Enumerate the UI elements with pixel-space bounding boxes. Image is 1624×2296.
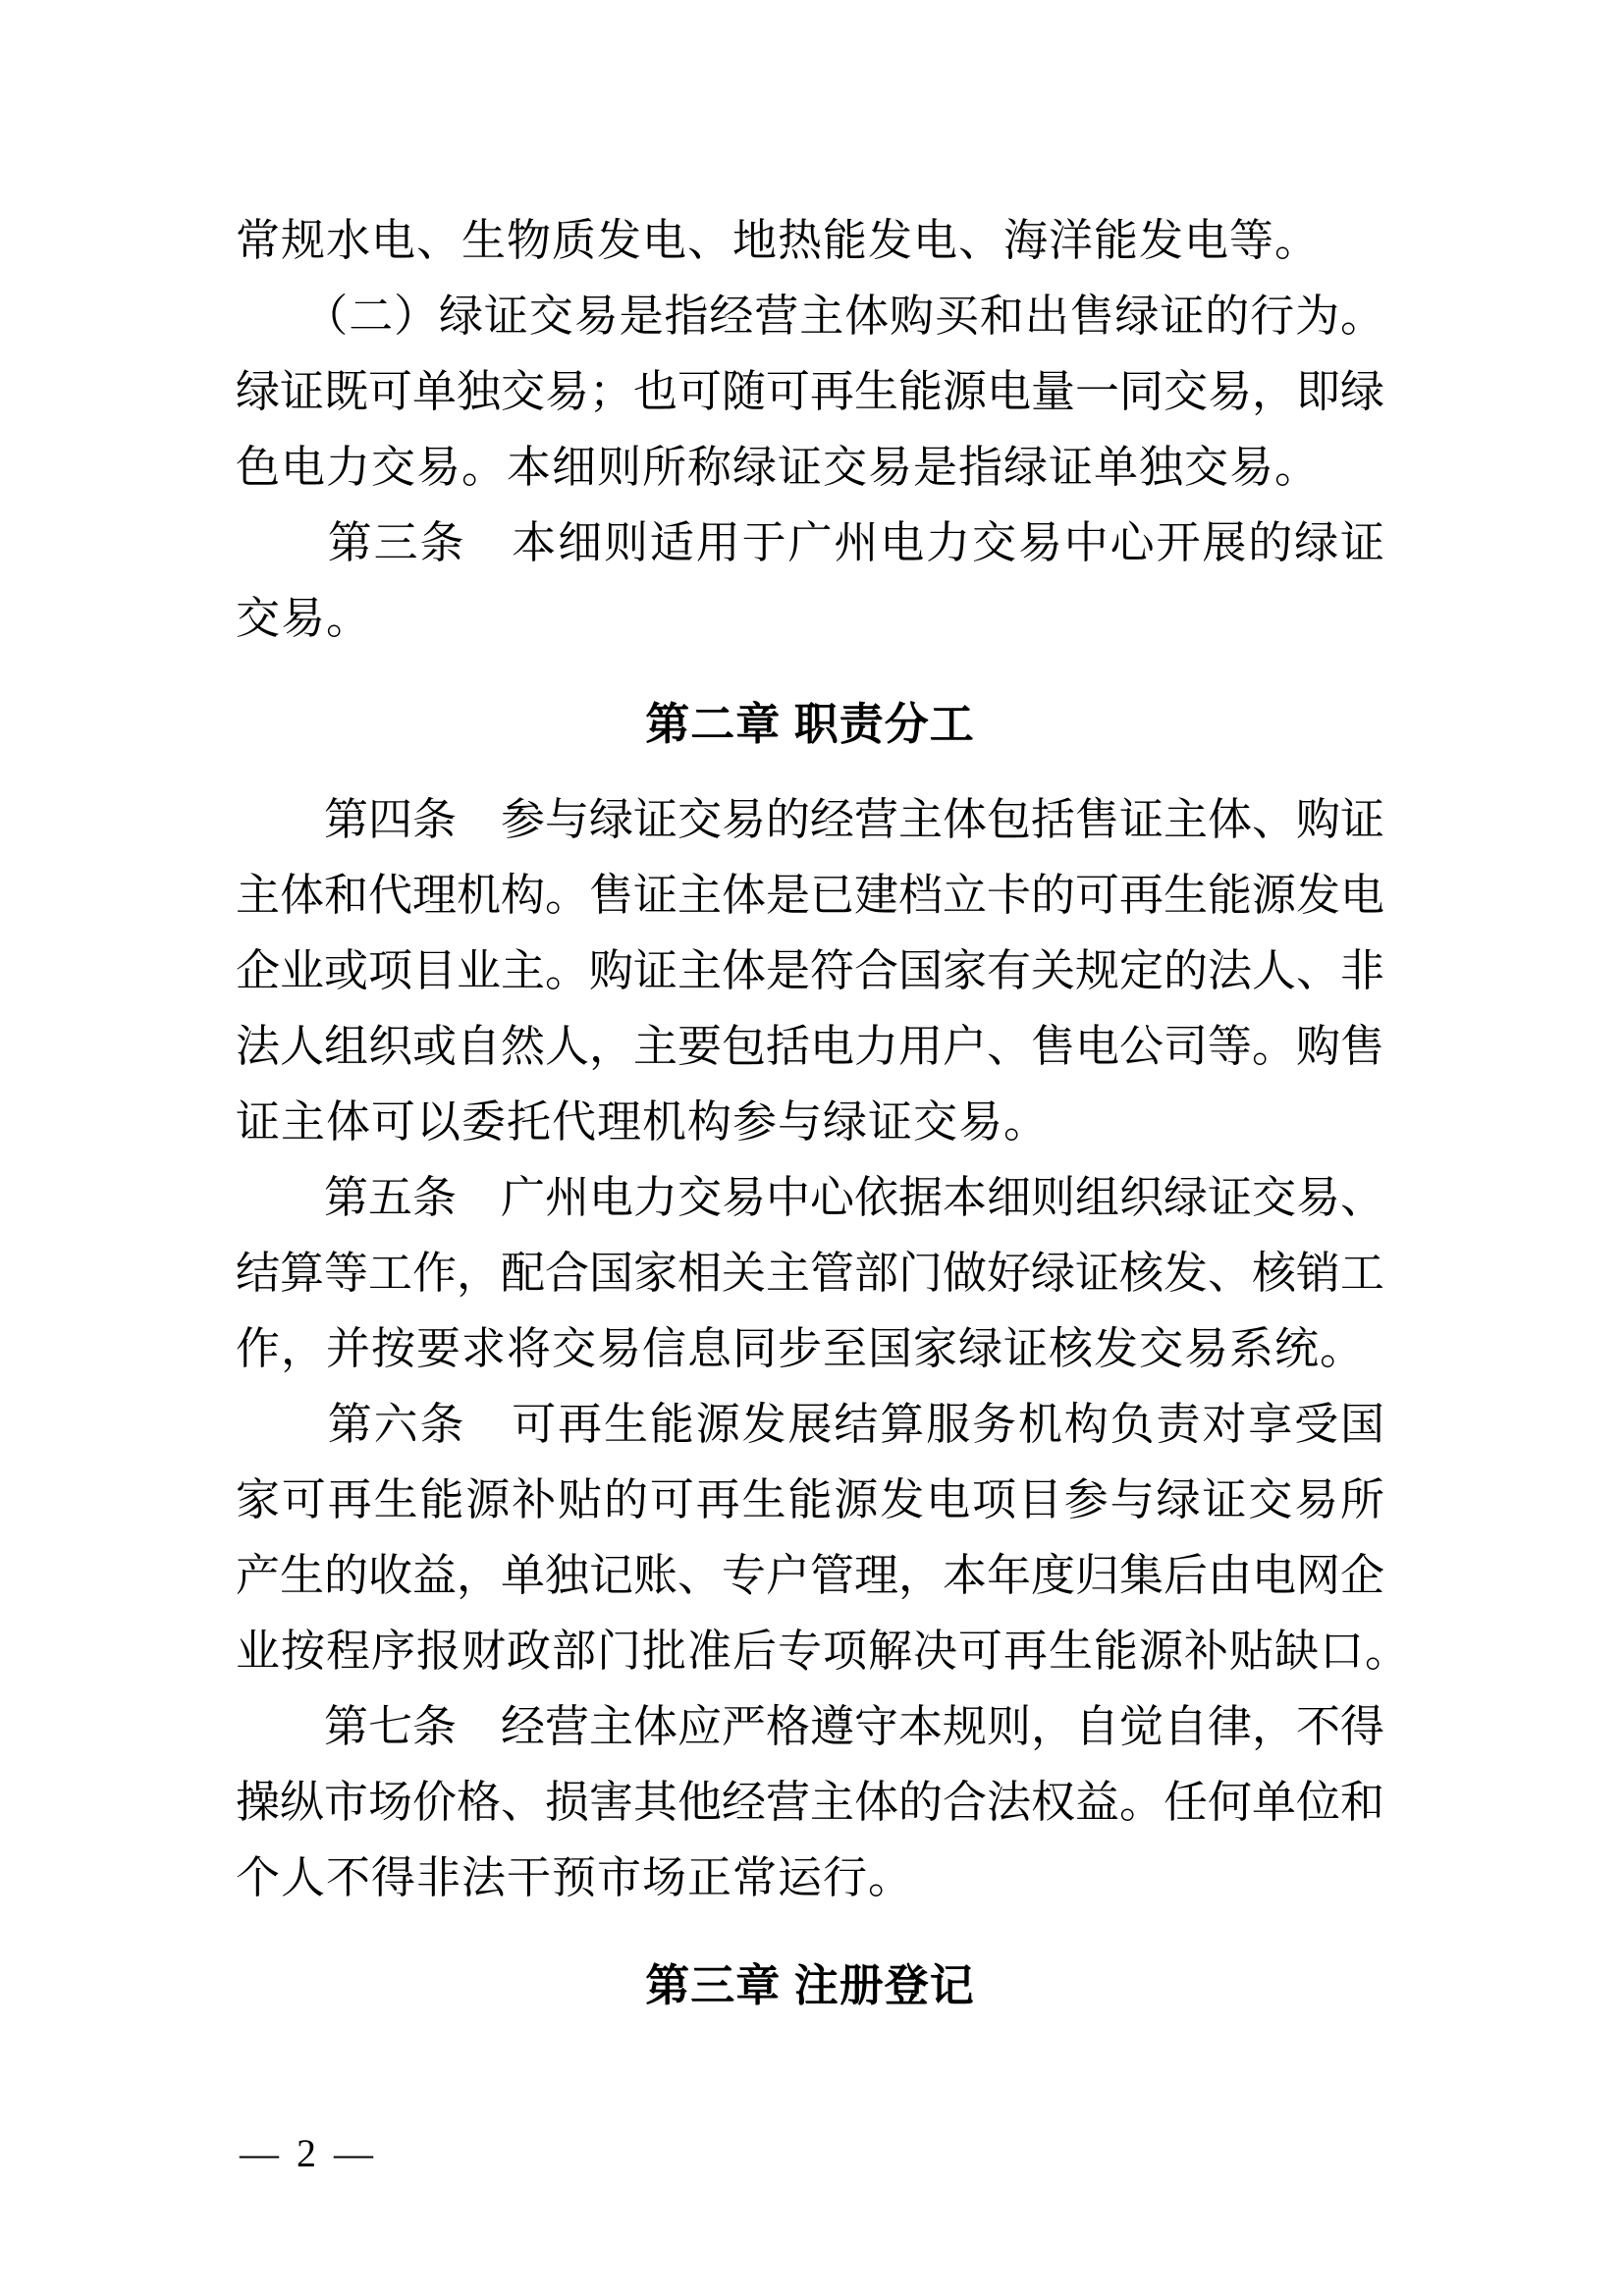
body-line: 第六条 可再生能源发展结算服务机构负责对享受国 (236, 1400, 1384, 1449)
paragraph (236, 1689, 1384, 1916)
body-line: 证主体可以委托代理机构参与绿证交易。 (236, 1097, 1050, 1147)
body-line: 第三条 本细则适用于广州电力交易中心开展的绿证 (236, 518, 1384, 567)
chapter-heading: 第二章 职责分工 (645, 699, 975, 749)
chapter-heading: 第三章 注册登记 (645, 1960, 975, 2010)
body-line: 第五条 广州电力交易中心依据本细则组织绿证交易、 (236, 1173, 1385, 1222)
body-line: 企业或项目业主。购证主体是符合国家有关规定的法人、非 (236, 946, 1385, 995)
body-line: 法人组织或自然人，主要包括电力用户、售电公司等。购售 (236, 1022, 1385, 1071)
body-line: 作，并按要求将交易信息同步至国家绿证核发交易系统。 (236, 1324, 1366, 1373)
body-line: 个人不得非法干预市场正常运行。 (236, 1853, 914, 1902)
paragraph (236, 782, 1384, 1160)
body-line: 主体和代理机构。售证主体是已建档立卡的可再生能源发电 (236, 871, 1385, 920)
body-line: 业按程序报财政部门批准后专项解决可再生能源补贴缺口。 (236, 1627, 1411, 1676)
body-line: 产生的收益，单独记账、专户管理，本年度归集后由电网企 (236, 1551, 1385, 1600)
body-line: 交易。 (236, 594, 372, 643)
body-line: 第七条 经营主体应严格遵守本规则，自觉自律，不得 (236, 1702, 1385, 1751)
body-line: 家可再生能源补贴的可再生能源发电项目参与绿证交易所 (236, 1475, 1384, 1524)
body-line: 绿证既可单独交易；也可随可再生能源电量一同交易，即绿 (236, 367, 1385, 416)
page-number: — 2 — (240, 2131, 377, 2175)
body-line: 第四条 参与绿证交易的经营主体包括售证主体、购证 (236, 795, 1385, 844)
paragraph (236, 1160, 1384, 1387)
body-line: 操纵市场价格、损害其他经营主体的合法权益。任何单位和 (236, 1778, 1385, 1827)
paragraph (236, 506, 1384, 657)
paragraph (236, 1387, 1411, 1689)
document-body (236, 203, 1411, 2023)
body-line: 色电力交易。本细则所称绿证交易是指绿证单独交易。 (236, 443, 1321, 492)
paragraph (236, 279, 1384, 506)
body-line: 常规水电、生物质发电、地热能发电、海洋能发电等。 (236, 216, 1321, 265)
paragraph (236, 203, 1384, 279)
body-line: 结算等工作，配合国家相关主管部门做好绿证核发、核销工 (236, 1249, 1385, 1298)
body-line: （二）绿证交易是指经营主体购买和出售绿证的行为。 (236, 292, 1384, 341)
